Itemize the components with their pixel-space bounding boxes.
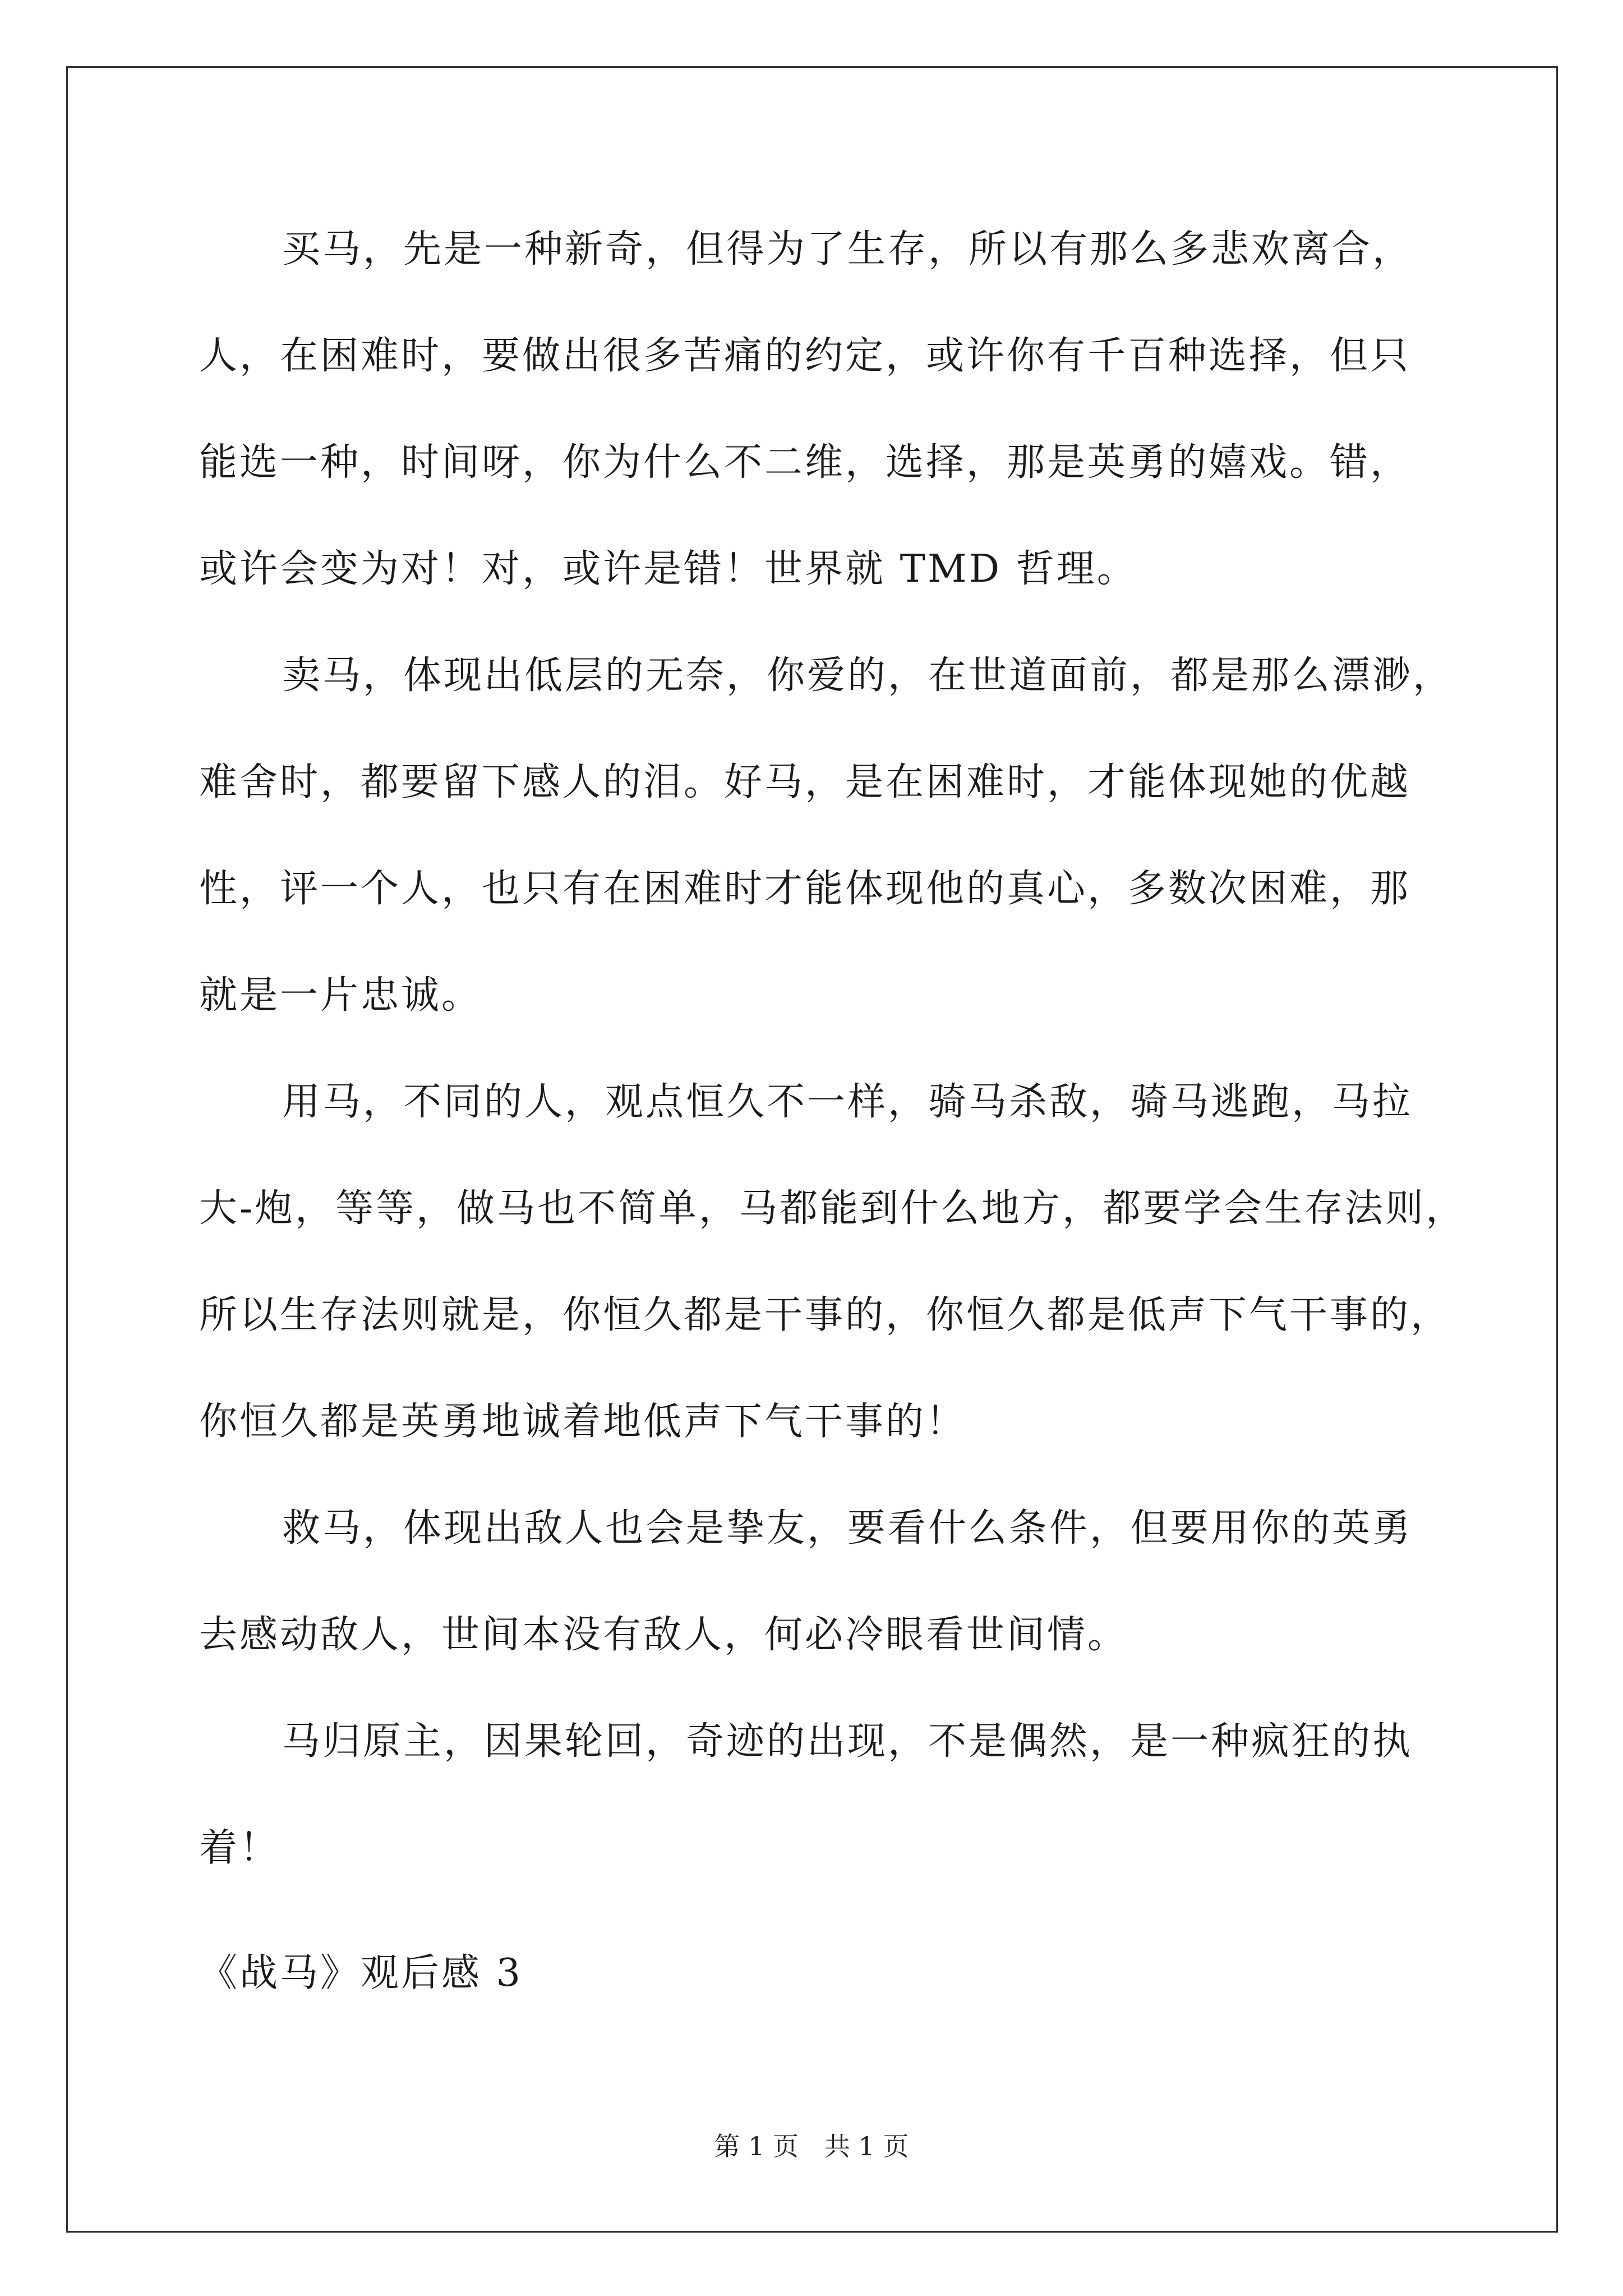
paragraph-5-line-1: 马归原主，因果轮回，奇迹的出现，不是偶然，是一种疯狂的执 — [282, 1719, 1413, 1764]
paragraph-3-line-2: 大-炮，等等，做马也不简单，马都能到什么地方，都要学会生存法则， — [199, 1186, 1466, 1231]
paragraph-3-line-1: 用马，不同的人，观点恒久不一样，骑马杀敌，骑马逃跑，马拉 — [282, 1080, 1413, 1124]
paragraph-1-line-2: 人，在困难时，要做出很多苦痛的约定，或许你有千百种选择，但只 — [199, 334, 1411, 378]
paragraph-4-line-2: 去感动敌人，世间本没有敌人，何必冷眼看世间情。 — [199, 1613, 1128, 1657]
section-heading: 《战马》观后感 3 — [199, 1951, 523, 1995]
paragraph-3-line-4: 你恒久都是英勇地诚着地低声下气干事的！ — [199, 1400, 967, 1444]
paragraph-4-line-1: 救马，体现出敌人也会是挚友，要看什么条件，但要用你的英勇 — [282, 1506, 1413, 1550]
paragraph-3-line-3: 所以生存法则就是，你恒久都是干事的，你恒久都是低声下气干事的， — [199, 1293, 1451, 1337]
paragraph-1-line-3: 能选一种，时间呀，你为什么不二维，选择，那是英勇的嬉戏。错， — [199, 440, 1411, 485]
page-border — [66, 66, 1558, 2233]
paragraph-1-line-4: 或许会变为对！对，或许是错！世界就 TMD 哲理。 — [199, 547, 1137, 591]
paragraph-1-line-1: 买马，先是一种新奇，但得为了生存，所以有那么多悲欢离合， — [282, 227, 1413, 272]
paragraph-2-line-4: 就是一片忠诚。 — [199, 973, 482, 1018]
paragraph-2-line-1: 卖马，体现出低层的无奈，你爱的，在世道面前，都是那么漂渺， — [282, 654, 1454, 698]
paragraph-2-line-3: 性，评一个人，也只有在困难时才能体现他的真心，多数次困难，那 — [199, 867, 1411, 911]
paragraph-5-line-2: 着！ — [199, 1826, 280, 1870]
paragraph-2-line-2: 难舍时，都要留下感人的泪。好马，是在困难时，才能体现她的优越 — [199, 760, 1411, 804]
page-footer: 第 1 页 共 1 页 — [714, 2131, 909, 2161]
